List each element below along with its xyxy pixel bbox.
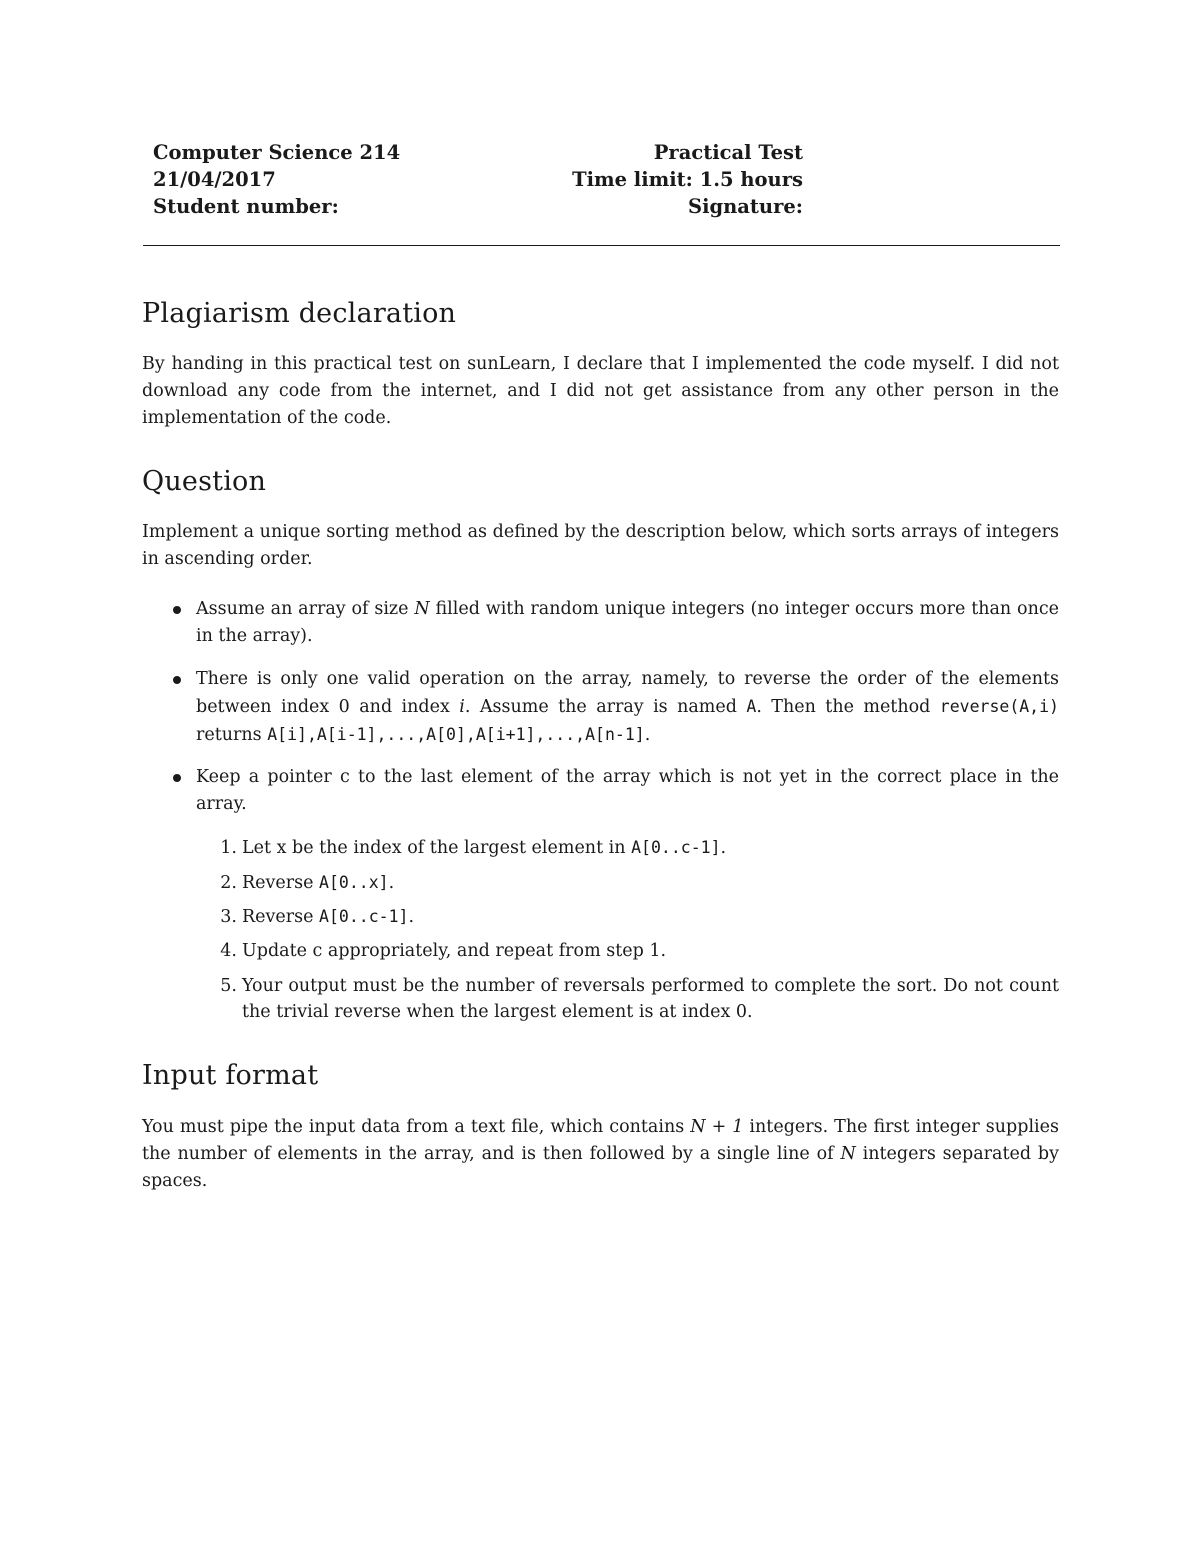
step-text: [242, 835, 1059, 861]
bullet1-pre: Assume an array of size: [196, 599, 415, 619]
step-text-pre: Your output must be the number of reversals performed to complete the sort. Do not count the trivial reverse when the largest element is at index 0.: [242, 976, 1059, 1022]
step-text-pre: Update c appropriately, and repeat from step 1.: [242, 941, 667, 961]
signature-label: Signature:: [687, 195, 803, 218]
input-format-var-n: N: [840, 1144, 856, 1164]
step-text-post: .: [408, 907, 415, 927]
input-format-heading: Input format: [142, 1060, 319, 1091]
bullet2-p1: There is only one valid operation on the array, namely, to reverse the order of the elements between index 0 and index: [196, 669, 1059, 717]
question-intro: Implement a unique sorting method as defined by the description below, which sorts arrays of integers in ascending order.: [142, 522, 1059, 569]
plagiarism-body: By handing in this practical test on sunLearn, I declare that I implemented the code myself. I did not download any code from the internet, and I did not get assistance from any other person in the implementation of the code.: [142, 354, 1059, 428]
step-number: 5.: [220, 976, 237, 996]
step-code: A[0..c-1]: [631, 838, 721, 857]
step-code: A[0..x]: [319, 873, 389, 892]
input-format-p2: integers. The first integer supplies the number of elements in the array, and is then followed by a single line of: [142, 1117, 1059, 1164]
input-format-expr: N + 1: [690, 1117, 744, 1137]
step-number: 1.: [220, 838, 237, 858]
input-format-body: [142, 1114, 1059, 1195]
plagiarism-heading: Plagiarism declaration: [142, 298, 457, 329]
header-divider: [143, 245, 1060, 246]
bullet2-p4: returns: [196, 725, 268, 745]
bullet-item-reverse-operation: [196, 666, 1059, 749]
step-text-post: .: [388, 873, 395, 893]
step-text-post: .: [720, 838, 727, 858]
bullet-marker: [173, 774, 181, 782]
bullet2-code-a: A: [746, 697, 757, 716]
bullet2-p5: .: [644, 725, 651, 745]
step-text: [242, 870, 1059, 896]
test-type: Practical Test: [653, 141, 803, 164]
step-number: 4.: [220, 941, 237, 961]
step-text: [242, 904, 1059, 930]
input-format-p3: integers separated by spaces.: [142, 1144, 1059, 1191]
header-row-1: [153, 139, 803, 166]
step-text-pre: Reverse: [242, 873, 320, 893]
step-number: 3.: [220, 907, 237, 927]
header-row-3: [153, 193, 803, 220]
header-row-2: [153, 166, 803, 193]
step-text: [242, 938, 1059, 964]
bullet-marker: [173, 676, 181, 684]
step-code: A[0..c-1]: [319, 907, 409, 926]
bullet2-code-result: A[i],A[i-1],...,A[0],A[i+1],...,A[n-1]: [267, 725, 645, 744]
step-text-pre: Reverse: [242, 907, 320, 927]
step-number: 2.: [220, 873, 237, 893]
bullet-item-array-size: [196, 596, 1059, 650]
time-limit: Time limit: 1.5 hours: [572, 168, 803, 191]
bullet-marker: [173, 606, 181, 614]
bullet-item-pointer: [196, 764, 1059, 818]
bullet1-var: N: [414, 599, 430, 619]
input-format-p1: You must pipe the input data from a text file, which contains: [142, 1117, 691, 1137]
test-date: 21/04/2017: [153, 168, 276, 191]
course-title: Computer Science 214: [153, 141, 401, 164]
bullet2-code-reverse: reverse(A,i): [939, 697, 1059, 716]
step-text-pre: Let x be the index of the largest element in: [242, 838, 632, 858]
bullet2-var-i: i: [459, 697, 465, 717]
step-text: [242, 973, 1059, 1025]
bullet2-p3: . Then the method: [756, 697, 940, 717]
bullet1-post: filled with random unique integers (no integer occurs more than once in the array).: [196, 599, 1059, 646]
question-heading: Question: [142, 466, 267, 497]
bullet3-text: Keep a pointer c to the last element of the array which is not yet in the correct place in the array.: [196, 767, 1059, 814]
student-number-label: Student number:: [153, 195, 339, 218]
bullet2-p2: . Assume the array is named: [464, 697, 747, 717]
